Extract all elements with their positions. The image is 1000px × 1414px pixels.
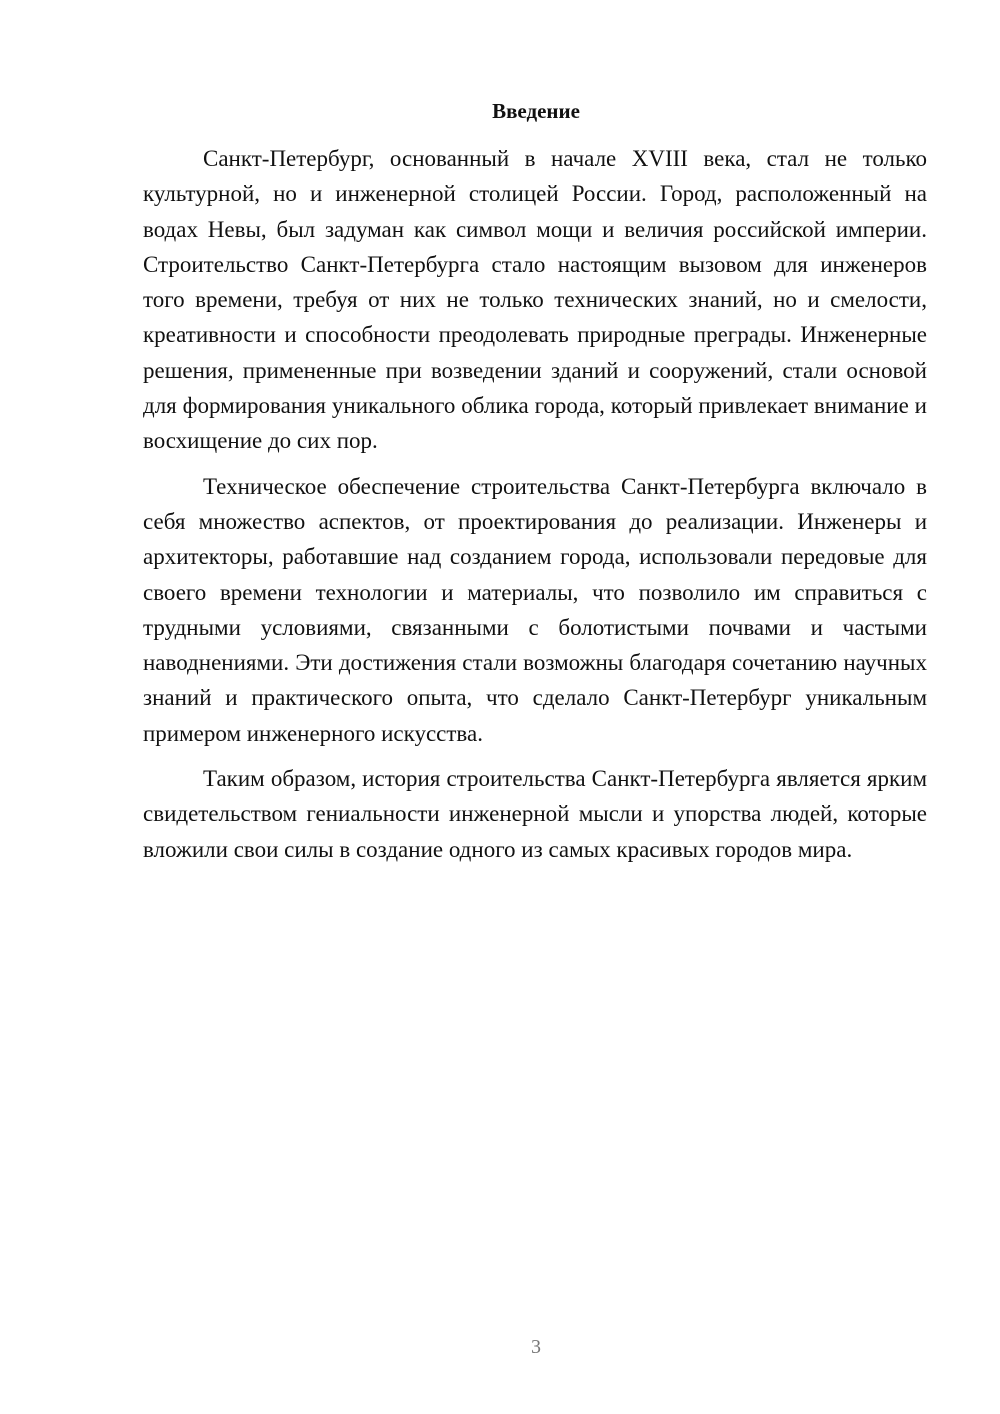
- page-number: 3: [531, 1336, 541, 1358]
- paragraph-1: Санкт-Петербург, основанный в начале XVIII века, стал не только культурной, но и инженерной столицей России. Город, расположенный на водах Невы, был задуман как символ мощи и величия российской империи. Строительство Санкт-Петербурга стало настоящим вызовом для инженеров того времени, требуя от них не только технических знаний, но и смелости, креативности и способности преодолевать природные преграды. Инженерные решения, примененные при возведении зданий и сооружений, стали основой для формирования уникального облика города, который привлекает внимание и восхищение до сих пор.: [143, 146, 927, 454]
- paragraph-2: Техническое обеспечение строительства Санкт-Петербурга включало в себя множество аспектов, от проектирования до реализации. Инженеры и архитекторы, работавшие над созданием города, использовали передовые для своего времени технологии и материалы, что позволило им справиться с трудными условиями, связанными с болотистыми почвами и частыми наводнениями. Эти достижения стали возможны благодаря сочетанию научных знаний и практического опыта, что сделало Санкт-Петербург уникальным примером инженерного искусства.: [143, 473, 927, 746]
- paragraph-3: Таким образом, история строительства Санкт-Петербурга является ярким свидетельством гениальности инженерной мысли и упорства людей, которые вложили свои силы в создание одного из самых красивых городов мира.: [143, 766, 927, 862]
- section-title: Введение: [492, 99, 580, 123]
- body-text: [143, 141, 927, 867]
